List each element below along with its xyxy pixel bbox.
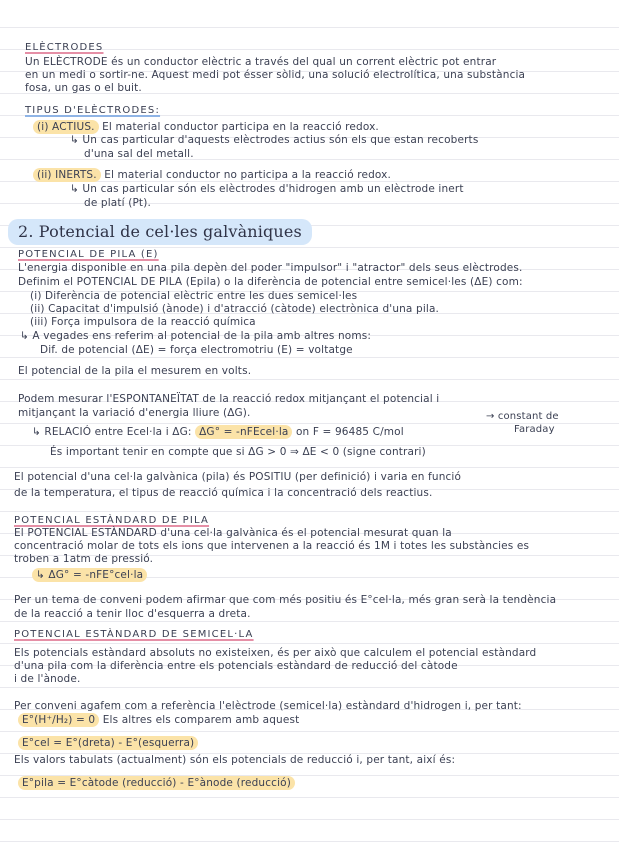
list-item: (iii) Força impulsora de la reacció química: [30, 316, 256, 328]
list-subitem: d'una sal del metall.: [84, 148, 194, 160]
equation-line: E°(H⁺/H₂) = 0 Els altres els comparem amb aquest: [18, 714, 299, 727]
list-subitem: de platí (Pt).: [84, 197, 151, 209]
paragraph-line: en un medi o sortir-ne. Aquest medi pot ésser sòlid, una solució electrolítica, una substància: [25, 69, 526, 81]
section-title: 2. Potencial de cel·les galvàniques: [8, 219, 312, 245]
pile-potential-heading: POTENCIAL DE PILA (E): [18, 249, 159, 260]
equation-line: [32, 569, 147, 582]
delta-g-equation: ΔG° = -nFEcel·la: [195, 425, 292, 439]
paragraph-line: troben a 1atm de pressió.: [14, 553, 154, 565]
standard-halfcell-heading: POTENCIAL ESTÀNDARD DE SEMICEL·LA: [14, 629, 254, 640]
paragraph-line: Un ELÈCTRODE és un conductor elèctric a través del qual un corrent elèctric pot entrar: [25, 56, 497, 68]
paragraph-line: concentració molar de tots els ions que intervenen a la reacció és 1M i totes les substàncies es: [14, 540, 530, 552]
paragraph-line: El potencial d'una cel·la galvànica (pila) és POSITIU (per definició) i varia en funció: [14, 471, 462, 483]
inert-label: (ii) INERTS.: [33, 168, 101, 182]
electrode-types-heading: TIPUS D'ELÈCTRODES:: [25, 105, 161, 116]
annotation-note: Faraday: [514, 424, 555, 435]
annotation-note: → constant de: [486, 411, 559, 422]
relation-line: ↳ RELACIÓ entre Ecel·la i ΔG: ΔG° = -nFEcel·la on F = 96485 C/mol: [32, 426, 404, 438]
paragraph-line: Per un tema de conveni podem afirmar que com més positiu és E°cel·la, més gran serà la tendència: [14, 594, 557, 606]
paragraph-line: El POTENCIAL ESTÀNDARD d'una cel·la galvànica és el potencial mesurat quan la: [14, 527, 452, 539]
paragraph-line: Podem mesurar l'ESPONTANEÏTAT de la reacció redox mitjançant el potencial i: [18, 393, 440, 405]
paragraph-line: Per conveni agafem com a referència l'elèctrode (semicel·la) estàndard d'hidrogen i, per tant:: [14, 700, 522, 712]
list-item: (i) ACTIUS. El material conductor participa en la reacció redox.: [33, 121, 379, 134]
paragraph-line: fosa, un gas o el buit.: [25, 82, 142, 94]
active-label: (i) ACTIUS.: [33, 120, 99, 134]
paragraph-line: Els potencials estàndard absoluts no existeixen, és per això que calculem el potencial estàndard: [14, 647, 537, 659]
electrodes-heading: ELÈCTRODES: [25, 42, 104, 53]
equation-line: Dif. de potencial (ΔE) = força electromotriu (E) = voltatge: [40, 344, 353, 356]
standard-pile-heading: POTENCIAL ESTÀNDARD DE PILA: [14, 515, 210, 526]
paragraph-line: i de l'ànode.: [14, 673, 81, 685]
hydrogen-reference-equation: E°(H⁺/H₂) = 0: [18, 713, 99, 727]
list-item: (ii) Capacitat d'impulsió (ànode) i d'atracció (càtode) electrònica d'una pila.: [30, 303, 440, 315]
paragraph-line: de la temperatura, el tipus de reacció química i la concentració dels reactius.: [14, 487, 433, 499]
paragraph-line: És important tenir en compte que si ΔG > 0 ⇒ ΔE < 0 (signe contrari): [50, 446, 426, 458]
list-subitem: ↳ Un cas particular són els elèctrodes d'hidrogen amb un elèctrode inert: [70, 183, 464, 195]
list-item: (ii) INERTS. El material conductor no participa a la reacció redox.: [33, 169, 391, 182]
cell-potential-equation: E°cel = E°(dreta) - E°(esquerra): [18, 736, 198, 750]
list-item: ↳ A vegades ens referim al potencial de la pila amb altres noms:: [20, 330, 372, 342]
equation-line: [18, 777, 295, 790]
list-item: (i) Diferència de potencial elèctric entre les dues semicel·les: [30, 290, 358, 302]
paragraph-line: de la reacció a tenir lloc d'esquerra a dreta.: [14, 608, 251, 620]
equation-line: [18, 737, 198, 750]
paragraph-line: El potencial de la pila el mesurem en volts.: [18, 365, 252, 377]
paragraph-line: Definim el POTENCIAL DE PILA (Epila) o la diferència de potencial entre semicel·les (ΔE) com:: [18, 276, 523, 288]
paragraph-line: d'una pila com la diferència entre els potencials estàndard de reducció del càtode: [14, 660, 458, 672]
standard-delta-g-equation: ↳ ΔG° = -nFE°cel·la: [32, 568, 147, 582]
paragraph-line: Els valors tabulats (actualment) són els potencials de reducció i, per tant, així és:: [14, 754, 456, 766]
paragraph-line: L'energia disponible en una pila depèn del poder "impulsor" i "atractor" dels seus elèctrodes.: [18, 262, 523, 274]
list-subitem: ↳ Un cas particular d'aquests elèctrodes actius són els que estan recoberts: [70, 134, 479, 146]
pile-potential-equation: E°pila = E°càtode (reducció) - E°ànode (reducció): [18, 776, 295, 790]
paragraph-line: mitjançant la variació d'energia lliure (ΔG).: [18, 407, 251, 419]
